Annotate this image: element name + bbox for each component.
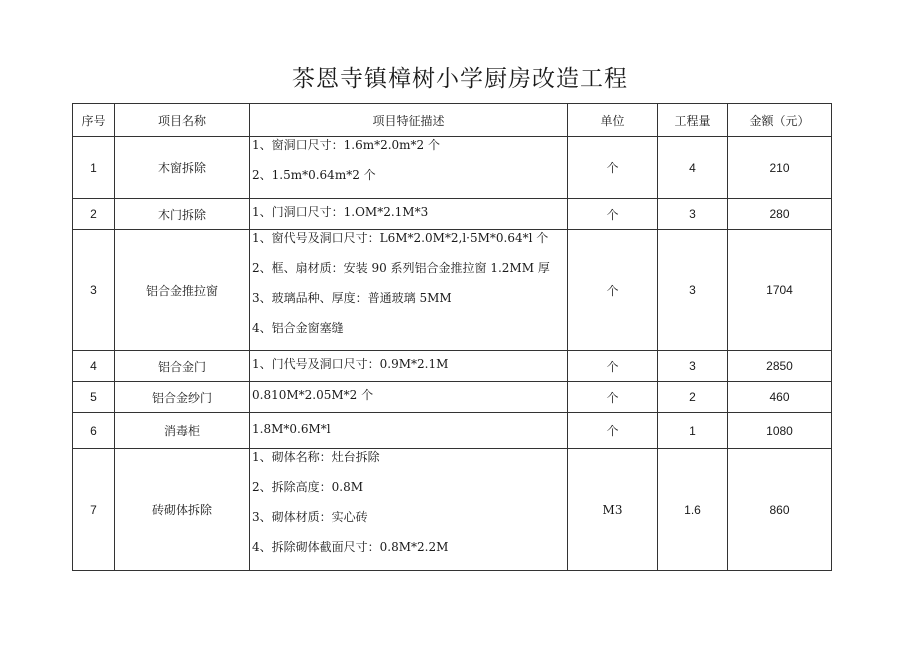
amount-cell: 1704 — [728, 230, 832, 351]
item-description — [250, 413, 568, 449]
item-name: 铝合金门 — [115, 351, 250, 382]
item-name: 铝合金纱门 — [115, 382, 250, 413]
quantity-cell: 3 — [658, 351, 728, 382]
amount-cell: 210 — [728, 137, 832, 199]
unit-cell: 个 — [568, 230, 658, 351]
table-row — [73, 351, 832, 382]
item-description — [250, 137, 568, 199]
row-number: 4 — [73, 351, 115, 382]
description-line: 1、门代号及洞口尺寸：0.9M*2.1M — [252, 357, 449, 371]
item-name: 铝合金推拉窗 — [115, 230, 250, 351]
row-number: 2 — [73, 199, 115, 230]
bill-of-quantities-table — [72, 103, 832, 571]
item-description — [250, 199, 568, 230]
item-name: 木门拆除 — [115, 199, 250, 230]
description-line: 2、框、扇材质：安装 90 系列铝合金推拉窗 1.2MM 厚 — [252, 261, 550, 275]
quantity-cell: 1 — [658, 413, 728, 449]
item-name: 砖砌体拆除 — [115, 449, 250, 571]
item-description — [250, 382, 568, 413]
quantity-cell: 1.6 — [658, 449, 728, 571]
description-line: 1、窗洞口尺寸：1.6m*2.0m*2 个 — [252, 138, 441, 152]
amount-cell: 2850 — [728, 351, 832, 382]
description-line: 4、铝合金窗塞缝 — [252, 321, 344, 335]
table-row — [73, 449, 832, 571]
item-name: 木窗拆除 — [115, 137, 250, 199]
header-amount: 金额（元） — [728, 104, 832, 137]
table-row — [73, 413, 832, 449]
row-number: 1 — [73, 137, 115, 199]
header-no: 序号 — [73, 104, 115, 137]
unit-cell: 个 — [568, 199, 658, 230]
table-row — [73, 199, 832, 230]
description-line: 0.810M*2.05M*2 个 — [252, 388, 374, 402]
row-number: 7 — [73, 449, 115, 571]
item-description — [250, 230, 568, 351]
row-number: 5 — [73, 382, 115, 413]
row-number: 3 — [73, 230, 115, 351]
amount-cell: 1080 — [728, 413, 832, 449]
quantity-cell: 3 — [658, 199, 728, 230]
quantity-cell: 4 — [658, 137, 728, 199]
header-unit: 单位 — [568, 104, 658, 137]
quantity-cell: 3 — [658, 230, 728, 351]
table-header-row — [73, 104, 832, 137]
unit-cell: 个 — [568, 137, 658, 199]
amount-cell: 860 — [728, 449, 832, 571]
header-quantity: 工程量 — [658, 104, 728, 137]
description-line: 1、门洞口尺寸：1.OM*2.1M*3 — [252, 205, 429, 219]
description-line: 1.8M*0.6M*l — [252, 421, 331, 436]
description-line: 1、窗代号及洞口尺寸：L6M*2.0M*2,l·5M*0.64*l 个 — [252, 231, 549, 245]
description-line: 3、玻璃品种、厚度：普通玻璃 5MM — [252, 291, 452, 305]
document-title: 茶恩寺镇樟树小学厨房改造工程 — [292, 66, 628, 92]
table-row — [73, 230, 832, 351]
description-line: 2、拆除高度：0.8M — [252, 480, 364, 494]
description-line: 1、砌体名称：灶台拆除 — [252, 450, 380, 464]
unit-cell: M3 — [568, 449, 658, 571]
amount-cell: 460 — [728, 382, 832, 413]
unit-cell: 个 — [568, 413, 658, 449]
item-name: 消毒柜 — [115, 413, 250, 449]
quantity-cell: 2 — [658, 382, 728, 413]
description-line: 3、砌体材质：实心砖 — [252, 510, 368, 524]
description-line: 2、1.5m*0.64m*2 个 — [252, 168, 376, 182]
row-number: 6 — [73, 413, 115, 449]
table-row — [73, 382, 832, 413]
item-description — [250, 449, 568, 571]
table-row — [73, 137, 832, 199]
unit-cell: 个 — [568, 351, 658, 382]
unit-cell: 个 — [568, 382, 658, 413]
header-description: 项目特征描述 — [250, 104, 568, 137]
description-line: 4、拆除砌体截面尺寸：0.8M*2.2M — [252, 540, 449, 554]
amount-cell: 280 — [728, 199, 832, 230]
header-item-name: 项目名称 — [115, 104, 250, 137]
item-description — [250, 351, 568, 382]
